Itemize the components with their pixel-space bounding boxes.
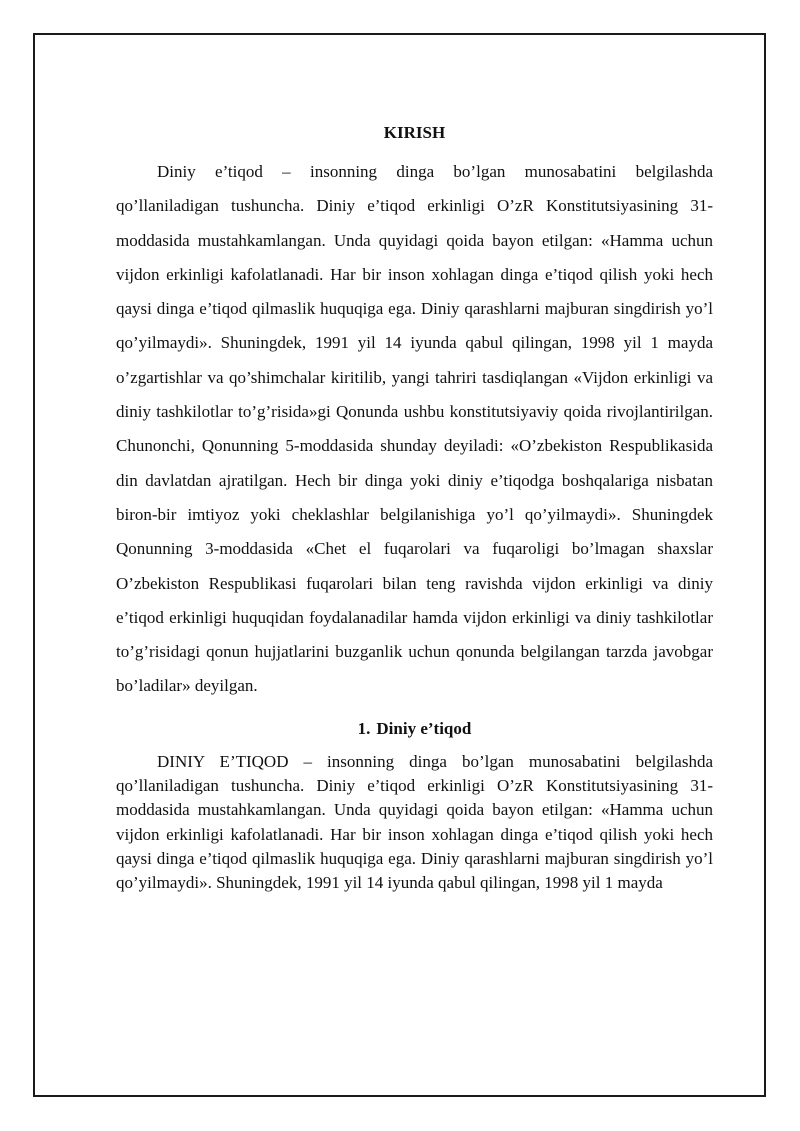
document-heading: KIRISH bbox=[383, 123, 446, 142]
document-body bbox=[116, 120, 713, 896]
section-number: 1. bbox=[357, 718, 371, 738]
section-paragraph: DINIY E’TIQOD – insonning dinga bo’lgan munosabatini belgilashda qo’llaniladigan tushuncha. Diniy e’tiqod erkinligi O’zR Konstitutsiyasining 31-moddasida mustahkamlangan. Unda quyidagi qoida bayon etilgan: «Hamma uchun vijdon erkinligi kafolatlanadi. Har bir inson xohlagan dinga e’tiqod qilish yoki hech qaysi dinga e’tiqod qilmaslik huquqiga ega. Diniy qarashlarni majburan singdirish yo’l qo’yilmaydi». Shuningdek, 1991 yil 14 iyunda qabul qilingan, 1998 yil 1 mayda bbox=[116, 751, 713, 893]
section-title bbox=[116, 716, 713, 742]
section-title-text: Diniy e’tiqod bbox=[376, 718, 472, 738]
intro-paragraph: Diniy e’tiqod – insonning dinga bo’lgan munosabatini belgilashda qo’llaniladigan tushuncha. Diniy e’tiqod erkinligi O’zR Konstitutsiyasining 31-moddasida mustahkamlangan. Unda quyidagi qoida bayon etilgan: «Hamma uchun vijdon erkinligi kafolatlanadi. Har bir inson xohlagan dinga e’tiqod qilish yoki hech qaysi dinga e’tiqod qilmaslik huquqiga ega. Diniy qarashlarni majburan singdirish yo’l qo’yilmaydi». Shuningdek, 1991 yil 14 iyunda qabul qilingan, 1998 yil 1 mayda o’zgartishlar va qo’shimchalar kiritilib, yangi tahriri tasdiqlangan «Vijdon erkinligi va diniy tashkilotlar to’g’risida»gi Qonunda ushbu konstitutsiyaviy qoida rivojlantirilgan. Chunonchi, Qonunning 5-moddasida shunday deyiladi: «O’zbekiston Respublikasida din davlatdan ajratilgan. Hech bir dinga yoki diniy e’tiqodga boshqalariga nisbatan biron-bir imtiyoz yoki cheklashlar belgilanishiga yo’l qo’yilmaydi». Shuningdek Qonunning 3-moddasida «Chet el fuqarolari va fuqaroligi bo’lmagan shaxslar O’zbekiston Respublikasi fuqarolari bilan teng ravishda vijdon erkinligi va diniy e’tiqod erkinligi huquqidan foydalanadilar hamda vijdon erkinligi va diniy tashkilotlar to’g’risidagi qonun hujjatlarini buzganlik uchun qonunda belgilangan tarzda javobgar bo’ladilar» deyilgan. bbox=[116, 162, 713, 696]
